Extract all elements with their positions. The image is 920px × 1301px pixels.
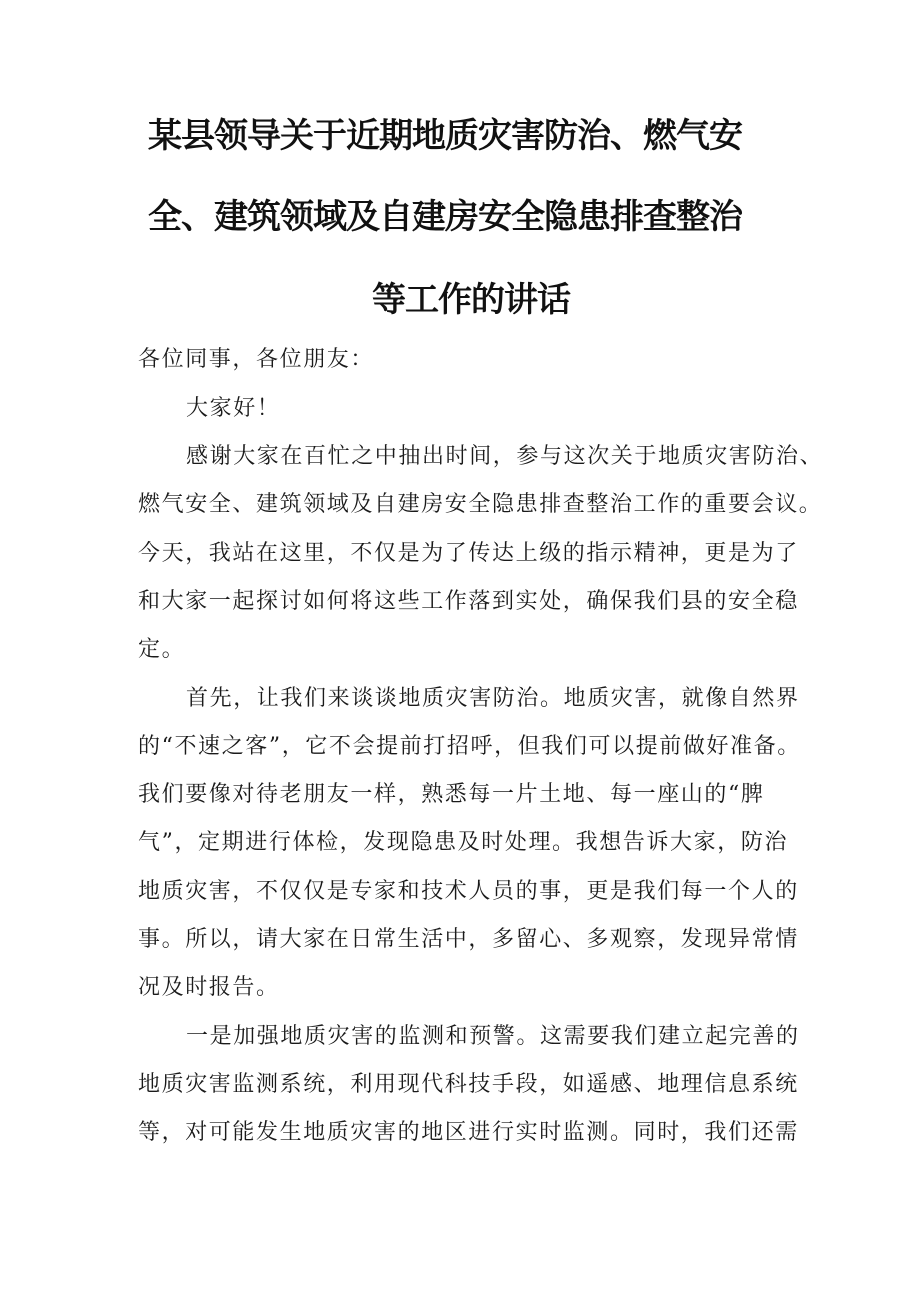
paragraph-line: 地质灾害，不仅仅是专家和技术人员的事，更是我们每一个人的 [138,879,799,904]
paragraph-line: 气”，定期进行体检，发现隐患及时处理。我想告诉大家，防治 [138,830,789,855]
paragraph-line: 今天，我站在这里，不仅是为了传达上级的指示精神，更是为了 [138,541,799,566]
salutation: 各位同事，各位朋友： [138,347,375,372]
paragraph-line: 燃气安全、建筑领域及自建房安全隐患排查整治工作的重要会议。 [138,492,823,517]
paragraph-line: 的“不速之客”，它不会提前打招呼，但我们可以提前做好准备。 [138,734,801,759]
paragraph-line: 地质灾害监测系统，利用现代科技手段，如遥感、地理信息系统 [138,1072,799,1097]
paragraph-line: 等，对可能发生地质灾害的地区进行实时监测。同时，我们还需 [138,1120,799,1145]
greeting: 大家好！ [186,396,281,421]
document-title-line-2: 全、建筑领域及自建房安全隐患排查整治 [148,197,742,237]
document-title-line-3: 等工作的讲话 [372,280,570,320]
paragraph-line: 事。所以，请大家在日常生活中，多留心、多观察，发现异常情 [138,927,799,952]
paragraph-line: 况及时报告。 [138,975,280,1000]
paragraph-line: 我们要像对待老朋友一样，熟悉每一片土地、每一座山的“脾 [138,782,765,807]
paragraph-line: 一是加强地质灾害的监测和预警。这需要我们建立起完善的 [186,1024,800,1049]
paragraph-line: 首先，让我们来谈谈地质灾害防治。地质灾害，就像自然界 [186,686,800,711]
document-title-line-1: 某县领导关于近期地质灾害防治、燃气安 [148,116,742,156]
paragraph-line: 和大家一起探讨如何将这些工作落到实处，确保我们县的安全稳 [138,589,799,614]
paragraph-line: 感谢大家在百忙之中抽出时间，参与这次关于地质灾害防治、 [186,444,824,469]
paragraph-line: 定。 [138,637,186,662]
